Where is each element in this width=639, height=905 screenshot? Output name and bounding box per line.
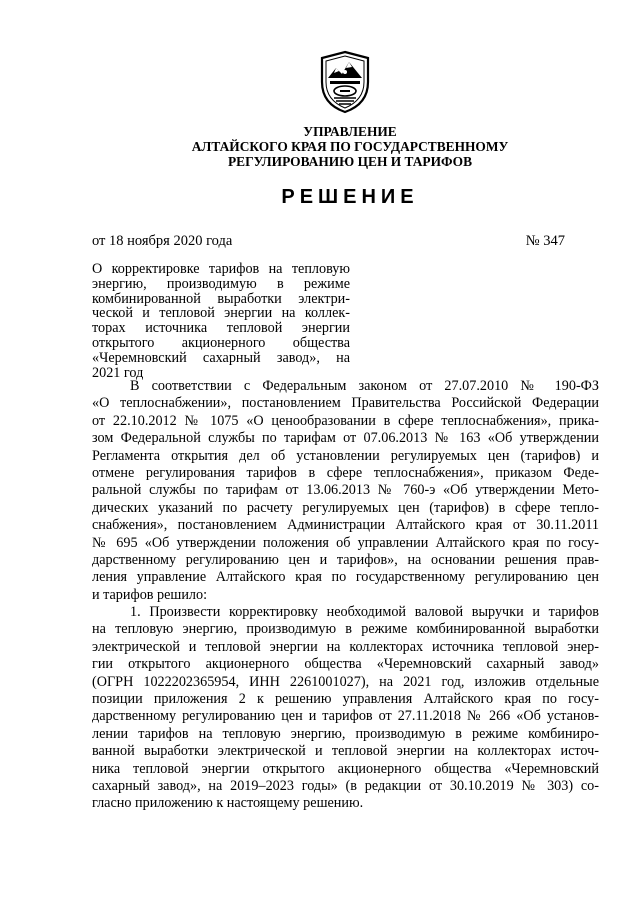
subject-line: комбинированной выработки электри- [92,290,350,307]
body-line: снабжения», постановлением Администрации Алтайского края от 30.11.2011 [92,517,599,534]
document-subject [92,262,350,380]
body-line: 1. Произвести корректировку необходимой валовой выручки и тарифов [130,604,599,621]
issuer-header [140,124,560,169]
body-line: ральной службы по тарифам от 13.06.2013 № 760-э «Об утверждении Мето- [92,482,599,499]
document-title: РЕШЕНИЕ [281,186,419,208]
body-line: отмене регулирования тарифов в сфере теплоснабжения», приказом Феде- [92,464,599,481]
body-line: зом Федеральной службы по тарифам от 07.06.2013 № 163 «Об утверждении [92,430,599,447]
header-line: АЛТАЙСКОГО КРАЯ ПО ГОСУДАРСТВЕННОМУ [191,139,509,154]
body-line: ванной выработки электрической и тепловой энергии на коллекторах источ- [92,743,599,760]
document-body [92,378,599,813]
body-line: электрической и тепловой энергии на коллекторах источника тепловой энер- [92,638,599,655]
body-line: Регламента открытия дел об установлении регулируемых цен (тарифов) и [92,447,599,464]
body-line: № 695 «Об утверждении положения об управлении Алтайского края по госу- [92,534,599,551]
body-line: гласно приложению к настоящему решению. [92,795,364,812]
subject-line: торах источника тепловой энергии [92,320,350,337]
document-number: № 347 [525,233,565,249]
body-line: (ОГРН 1022202365954, ИНН 2261001027), на 2021 год, изложив отдельные [92,673,599,690]
body-line: гии открытого акционерного общества «Черемновский сахарный завод» [92,656,599,673]
subject-line: 2021 год [92,364,144,381]
coat-of-arms-emblem [316,48,374,116]
body-line: дарственному регулированию цен и тарифов», на основании решения прав- [92,551,599,568]
subject-line: О корректировке тарифов на тепловую [92,261,350,277]
body-line: от 22.10.2012 № 1075 «О ценообразовании в сфере теплоснабжения», прика- [92,412,599,429]
document-date: от 18 ноября 2020 года [92,233,233,249]
subject-line: энергию, производимую в режиме [92,275,350,292]
body-line: дических указаний по расчету регулируемых цен (тарифов) в сфере тепло- [92,499,599,516]
body-line: В соответствии с Федеральным законом от 27.07.2010 № 190-ФЗ [130,378,599,394]
body-line: на тепловую энергию, производимую в режиме комбинированной выработки [92,621,599,638]
body-line: ления управление Алтайского края по государственному регулированию цен [92,569,599,586]
subject-line: открытого акционерного общества [92,334,350,351]
body-line: «О теплоснабжении», постановлением Правительства Российской Федерации [92,395,599,412]
header-line: РЕГУЛИРОВАНИЮ ЦЕН И ТАРИФОВ [227,154,473,169]
body-line: дарственному регулированию цен и тарифов от 27.11.2018 № 266 «Об установ- [92,708,599,725]
body-line: ника тепловой энергии открытого акционерного общества «Черемновский [92,760,599,777]
body-line: позиции приложения 2 к решению управления Алтайского края по госу- [92,691,599,708]
body-line: лении тарифов на тепловую энергию, производимую в режиме комбиниро- [92,725,599,742]
subject-line: ческой и тепловой энергии на коллек- [92,305,350,322]
header-line: УПРАВЛЕНИЕ [303,124,397,139]
subject-line: «Черемновский сахарный завод», на [92,349,350,366]
body-line: сахарный завод», на 2019–2023 годы» (в редакции от 30.10.2019 № 303) со- [92,777,599,794]
body-line: и тарифов решило: [92,586,208,603]
